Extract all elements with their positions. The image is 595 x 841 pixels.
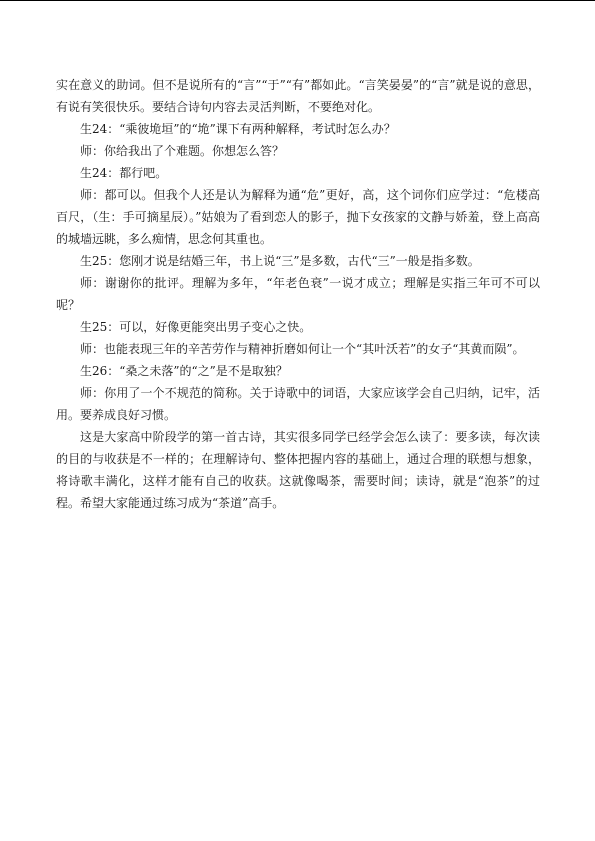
paragraph-2: 生24：“乘彼垝垣”的“垝”课下有两种解释，考试时怎么办？ <box>80 122 396 136</box>
top-border-line <box>0 0 595 1</box>
paragraph-5: 师：都可以。但我个人还是认为解释为通“危”更好，高，这个词你们应学过：“危楼高百尺，（生：手可摘星辰）。”姑娘为了看到恋人的影子，抛下女孩家的文静与娇羞，登上高高的城墙远眺，多么痴情，思念何其重也。 <box>56 188 540 246</box>
paragraph-8: 生25：可以，好像更能突出男子变心之快。 <box>80 320 312 334</box>
paragraph-4: 生24：都行吧。 <box>80 166 168 180</box>
paragraph-1: 实在意义的助词。但不是说所有的“言”“于”“有”都如此。“言笑晏晏”的“言”就是说的意思，有说有笑很快乐。要结合诗句内容去灵活判断，不要绝对化。 <box>56 78 540 114</box>
document-body <box>56 74 540 514</box>
paragraph-10: 生26：“桑之未落”的“之”是不是取独？ <box>80 364 288 378</box>
paragraph-6: 生25：您刚才说是结婚三年，书上说“三”是多数，古代“三”一般是指多数。 <box>80 254 480 268</box>
paragraph-12: 这是大家高中阶段学的第一首古诗，其实很多同学已经学会怎么读了：要多读，每次读的目的与收获是不一样的；在理解诗句、整体把握内容的基础上，通过合理的联想与想象，将诗歌丰满化，这样才能有自己的收获。这就像喝茶，需要时间；读诗，就是“泡茶”的过程。希望大家能通过练习成为“茶道”高手。 <box>56 430 540 510</box>
paragraph-11: 师：你用了一个不规范的简称。关于诗歌中的词语，大家应该学会自己归纳，记牢，活用。要养成良好习惯。 <box>56 386 540 422</box>
paragraph-9: 师：也能表现三年的辛苦劳作与精神折磨如何让一个“其叶沃若”的女子“其黄而陨”。 <box>80 342 525 356</box>
paragraph-3: 师：你给我出了个难题。你想怎么答？ <box>80 144 285 158</box>
paragraph-7: 师：谢谢你的批评。理解为多年，“年老色衰”一说才成立；理解是实指三年可不可以呢？ <box>56 276 540 312</box>
